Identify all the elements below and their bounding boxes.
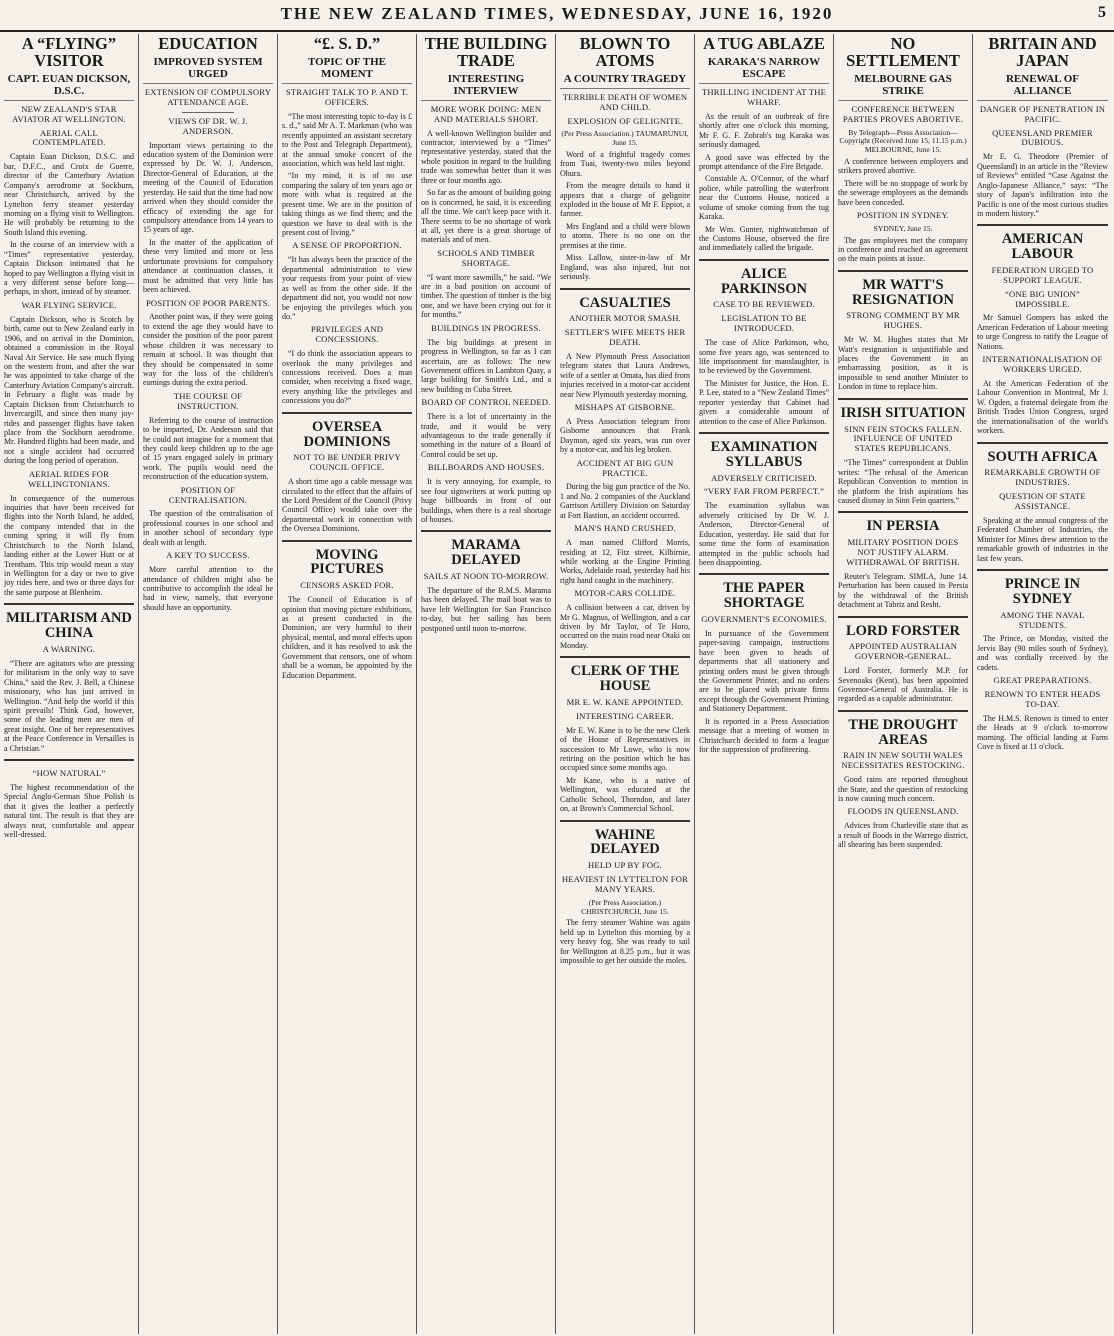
section-heading: POSITION OF POOR PARENTS. — [145, 297, 271, 308]
paragraph: The Minister for Justice, the Hon. E. P. Lee, stated to a “New Zealand Times” reporter yesterday that Cabinet had given a considerable amount of attention to the case of Alice Parkinson. — [699, 378, 829, 426]
paragraph: Miss Lallow, sister-in-law of Mr England, was also injured, but not seriously. — [560, 253, 690, 282]
article-irish-situation — [838, 398, 968, 506]
section-heading: SCHOOLS AND TIMBER SHORTAGE. — [437, 247, 535, 268]
paragraph: “The most interesting topic to-day is £ s. d.,” said Mr A. T. Markman (who was recently appointed an assistant secretary to the Post and Telegraph Department), at the annual smoke concert of the association, which was held last night. — [282, 111, 412, 168]
article-american-labour — [977, 224, 1108, 435]
paragraph: Constable A. O'Connor, of the wharf police, while patrolling the waterfront near the Customs House, noticed a volume of smoke coming from the tug Karaka. — [699, 174, 829, 222]
paragraph: “It has always been the practice of the departmental administration to view your requests from your point of view as well as from the other side. If the department did not, you would not now be enjoying the privileges which you do.” — [282, 255, 412, 321]
deck: HELD UP BY FOG. — [588, 860, 662, 871]
headline: OVERSEA DOMINIONS — [303, 418, 391, 450]
deck: REMARKABLE GROWTH OF INDUSTRIES. — [984, 467, 1101, 488]
headline: AMERICAN LABOUR — [1001, 231, 1084, 263]
paragraph: Important views pertaining to the education system of the Dominion were expressed by Dr. W. J. Anderson, Director-General of Education, at the meeting of the Council of Education yesterday. He said that the time had now arrived when they should consider the efficacy of extending the age for compulsory attendance from 14 years to 15 years of age. — [143, 140, 273, 235]
article-building-trade — [421, 36, 551, 524]
subheadline: TOPIC OF THE MOMENT — [282, 56, 412, 84]
section-heading: RENOWN TO ENTER HEADS TO-DAY. — [984, 689, 1101, 709]
paragraph: The Council of Education is of opinion that moving picture exhibitions, as at present conducted in the Dominion, are very harmful to their physical, mental, and moral effects upon children, and it has resolved to ask the Government that censors, one of whom shall be a woman, be appointed by the Education Department. — [282, 595, 412, 680]
paragraph: A man named Clifford Morris, residing at 12, Fitz street, Kilbirnie, while working at the Engine Printing Works, Adelaide road, yesterday had his right hand caught in the machinery. — [560, 538, 690, 585]
paragraph: The Prince, on Monday, visited the Jervis Bay (90 miles south of Sydney), and was cordially received by the cadets. — [977, 634, 1108, 672]
section-heading: BOARD OF CONTROL NEEDED. — [421, 397, 551, 408]
paragraph: Mr Kane, who is a native of Wellington, was educated at the Catholic School, Thorndon, and later on, at Brown's Commercial School. — [560, 775, 690, 814]
headline: EXAMINATION SYLLABUS — [710, 439, 818, 470]
paragraph: In the course of an interview with a “Times” representative yesterday, Captain Dickson intimated that he hoped to pay Wellington a flying visit in a very different sense before long—perhaps, in short, instead of by steamer. — [4, 240, 134, 297]
paragraph: The highest recommendation of the Special Anglo-German Shoe Polish is that it gives the leather a perfectly natural tint. The result is that they are always neat, comfortable and appear well-dressed. — [4, 783, 134, 840]
article-paper-shortage — [699, 573, 829, 754]
paragraph: There is a lot of uncertainty in the trade, and it would be very advantageous to the trade generally if something in the nature of a Board of Control could be set up. — [421, 412, 551, 459]
section-heading: BILLBOARDS AND HOUSES. — [427, 462, 545, 473]
paragraph: “The Times” correspondent at Dublin writes: “The refusal of the American Republican Convention to mention in the platform the Irish aspirations has caused dismay in Sinn Fein quarters.” — [838, 458, 968, 505]
article-in-persia — [838, 511, 968, 609]
paragraph: Speaking at the annual congress of the Federated Chamber of Industries, the Minister for Mines drew attention to the remarkable growth of industries in the last few years. — [977, 515, 1108, 563]
deck: APPOINTED AUSTRALIAN GOVERNOR-GENERAL. — [848, 641, 958, 662]
headline: SOUTH AFRICA — [987, 448, 1098, 465]
dateline: (Per Press Association.) TAUMARUNUI, June 15. — [561, 129, 689, 148]
paragraph: A well-known Wellington builder and contractor, interviewed by a “Times” representative yesterday, stated that the whole position in regard to the building trade was somewhat better than it was three or four months ago. — [421, 128, 551, 185]
deck: A WARNING. — [42, 643, 96, 654]
deck: AMONG THE NAVAL STUDENTS. — [1000, 609, 1085, 630]
section-heading: WAR FLYING SERVICE. — [21, 299, 117, 310]
paragraph: Mr W. M. Hughes states that Mr Watt's resignation is unjustifiable and places the Government in an embarrassing position, as it is impossible to send another Minister to London in time to replace him. — [838, 335, 968, 392]
section-heading: MOTOR-CARS COLLIDE. — [574, 588, 676, 599]
headline: IN PERSIA — [866, 518, 940, 535]
deck: MORE WORK DOING: MEN AND MATERIALS SHORT. — [430, 103, 542, 124]
deck: NOT TO BE UNDER PRIVY COUNCIL OFFICE. — [293, 452, 401, 473]
paragraph: “In my mind, it is of no use comparing the salary of ten years ago or more with what is required at the present time. We are in the position of taking things as we find them; and the question we have to deal with is the present cost of living.” — [282, 171, 412, 238]
paragraph: “There are agitators who are pressing for militarism in the only way to save China,” said the Rev. J. Bell, a Chinese missionary, who has just arrived in Wellington. “And help the world if this spirit prevails! Think God, however, some of the leading men are men of great insight. One of her representatives at the Peace Conference in Versailles is a Christian.” — [4, 658, 134, 753]
section-heading: ACCIDENT AT BIG GUN PRACTICE. — [576, 457, 674, 478]
article-examination-syllabus — [699, 432, 829, 567]
headline: WAHINE DELAYED — [590, 826, 660, 858]
headline: EDUCATION — [158, 34, 258, 53]
column-8 — [973, 34, 1112, 1334]
paragraph: During the big gun practice of the No. 1 and No. 2 companies of the Auckland Garrison Artillery Division on Saturday at Fort Bastion, an accident occurred. — [560, 482, 690, 520]
paragraph: Mrs England and a child were blown to atoms. There is no one on the premises at the time. — [560, 221, 690, 250]
deck: RAIN IN NEW SOUTH WALES NECESSITATES RESTOCKING. — [841, 750, 965, 771]
headline: BLOWN TO ATOMS — [579, 34, 671, 70]
deck: STRAIGHT TALK TO P. AND T. OFFICERS. — [285, 87, 409, 107]
article-lsd — [282, 36, 412, 406]
masthead — [0, 0, 1114, 32]
headline: BRITAIN AND JAPAN — [988, 34, 1097, 70]
subheadline: A COUNTRY TRAGEDY — [560, 73, 690, 89]
paragraph: Captain Dickson, who is Scotch by birth, came out to New Zealand early in 1906, and on arrival in the Dominion, obtained a commission in the Royal Naval Air Service. He saw much flying on the western front, and after the war he was appointed to take charge of the Canterbury Aviation Company's aircraft. In February a flight was made by Captain Dickson from Christchurch to Invercargill, and since then many joy-rides and passenger flights have taken place from the Sockburn aerodrome. Mr. Hundred flights had been made, and not a single accident had occurred during the long period of operation. — [4, 314, 134, 466]
paragraph: In consequence of the numerous inquiries that have been received for flights into the North Island, he added, the company intended that in the coming spring it will fly from Christchurch to the North Island, landing either at the Lower Hutt or at Trentham. This trip would mean a stay in Wellington for a day or two to give joy rides here, and two or three days for the same purpose at Blenheim. — [4, 493, 134, 597]
section-heading: GREAT PREPARATIONS. — [993, 675, 1092, 686]
section-heading: PRIVILEGES AND CONCESSIONS. — [310, 324, 384, 345]
headline: THE BUILDING TRADE — [424, 34, 548, 70]
article-south-africa — [977, 442, 1108, 563]
paragraph: Good rains are reported throughout the State, and the question of restocking is now causing much concern. — [838, 775, 968, 803]
paragraph: The big buildings at present in progress in Wellington, so far as I can ascertain, are as follows: The new Government offices in Lambton Quay, a large building for Smith's Ltd., and a new building in Cuba Street. — [421, 337, 551, 394]
paragraph: Mr Samuel Gompers has asked the American Federation of Labour meeting to urge Congress to ratify the League of Nations. — [977, 313, 1108, 351]
section-heading: MISHAPS AT GISBORNE. — [574, 402, 676, 413]
paragraph: More careful attention to the attendance of children might also be contributive to accomplish the ideal he had in view, namely, that everyone should have an opportunity. — [143, 565, 273, 612]
paragraph: The case of Alice Parkinson, who, some five years ago, was sentenced to life imprisonment for manslaughter, is to be reviewed by the Government. — [699, 338, 829, 376]
section-heading: MAN'S HAND CRUSHED. — [574, 523, 676, 534]
article-wahine-delayed — [560, 820, 690, 966]
headline: “£. S. D.” — [313, 34, 381, 53]
paragraph: Reuter's Telegram. SIMLA, June 14. Perturbation has been caused in Persia by the withdrawal of the British detachment at Tabriz and Resht. — [838, 571, 968, 610]
paragraph: The ferry steamer Wahine was again held up in Lyttelton this morning by a very heavy fog. She was ready to sail for Wellington at 8.25 p.m., but it was impossible to get her outside the moles. — [560, 918, 690, 965]
dateline: By Telegraph—Press Association—Copyright (Received June 15, 11.15 p.m.) MELBOURNE, June 15. — [839, 127, 967, 155]
article-prince-in-sydney — [977, 569, 1108, 751]
subheadline: INTERESTING INTERVIEW — [421, 73, 551, 101]
headline: CASUALTIES — [579, 294, 671, 311]
headline: LORD FORSTER — [845, 622, 960, 639]
article-mr-watts-resignation — [838, 270, 968, 392]
article-alice-parkinson — [699, 259, 829, 426]
paragraph: Captain Euan Dickson, D.S.C. and bar, D.F.C., and Croix de Guerre, director of the Canterbury Aviation Company's aerodrome at Sockburn, near Christchurch, arrived by the Lyttelton ferry steamer yesterday morning on a flying visit to Wellington. He will probably be returning to the South Island this evening. — [4, 152, 134, 237]
paragraph: In the matter of the application of these very limited and more or less unfortunate provisions for compulsory attendance at continuation classes, it must be admitted that very little has been achieved. — [143, 237, 273, 295]
section-heading: POSITION IN SYDNEY. — [856, 209, 950, 220]
section-heading: POSITION OF CENTRALISATION. — [168, 484, 248, 505]
subheadline: RENEWAL OF ALLIANCE — [977, 73, 1108, 101]
headline: ALICE PARKINSON — [721, 265, 807, 297]
paragraph: A good save was effected by the prompt attendance of the Fire Brigade. — [699, 152, 829, 171]
column-5 — [556, 34, 695, 1334]
headline: MILITARISM AND CHINA — [6, 610, 132, 642]
deck: INTERESTING CAREER. — [576, 710, 674, 721]
paragraph: So far as the amount of building going on is concerned, he said, it is exceeding all the time. We can't keep pace with it. There seems to be no shortage of work at all, yet there is a great shortage of materials and of men. — [421, 188, 551, 245]
paragraph: The departure of the R.M.S. Marama has been delayed. The mail boat was to have left Wellington for San Francisco to-day, but her sailing has been postponed until noon to-morrow. — [421, 585, 551, 633]
deck: CONFERENCE BETWEEN PARTIES PROVES ABORTIVE. — [842, 103, 964, 124]
deck: VIEWS OF DR. W. J. ANDERSON. — [168, 115, 248, 136]
paragraph: The H.M.S. Renown is timed to enter the Heads at 9 o'clock to-morrow morning. The official landing at Farm Cove is fixed at 11 o'clock. — [977, 713, 1108, 752]
article-casualties — [560, 288, 690, 651]
paragraph: The examination syllabus was adversely criticised by Dr W. J. Anderson, Director-General of Education, yesterday. He said that for some time the form of examination attempted in the public schools had been disappointing. — [699, 501, 829, 567]
deck: CENSORS ASKED FOR. — [300, 580, 394, 591]
section-heading: INTERNATIONALISATION OF WORKERS URGED. — [982, 354, 1103, 375]
paragraph: A short time ago a cable message was circulated to the effect that the affairs of the Lord President of the Council (Privy Council Office) would take over the departmental work in connection with the Oversea Dominions. — [282, 477, 412, 534]
deck: SINN FEIN STOCKS FALLEN. INFLUENCE OF UNITED STATES REPUBLICANS. — [844, 423, 962, 454]
deck: QUESTION OF STATE ASSISTANCE. — [999, 491, 1086, 511]
headline: THE DROUGHT AREAS — [848, 716, 958, 748]
article-tug-ablaze — [699, 36, 829, 253]
paragraph: Advices from Charleville state that as a result of floods in the Warrego district, all shearing has been suspended. — [838, 821, 968, 850]
headline: MOVING PICTURES — [310, 546, 384, 578]
section-heading: A SENSE OF PROPORTION. — [292, 240, 402, 251]
subheadline: KARAKA'S NARROW ESCAPE — [699, 56, 829, 84]
section-heading: FLOODS IN QUEENSLAND. — [847, 806, 959, 817]
article-lord-forster — [838, 616, 968, 704]
article-marama-delayed — [421, 530, 551, 633]
paragraph: Another point was, if they were going to extend the age they would have to consider the position of the poor parent whose children it was necessary to remain at school. It was thought that they should be compensated in some way for the loss of the children's earnings during the extra period. — [143, 312, 273, 388]
paragraph: The gas employees met the company in conference and reached an agreement on the main points at issue. — [838, 235, 968, 264]
page-number: 5 — [1098, 4, 1106, 21]
column-3 — [278, 34, 417, 1334]
dateline: (Per Press Association.) CHRISTCHURCH, June 15. — [581, 897, 669, 916]
headline: NO SETTLEMENT — [846, 34, 960, 70]
article-blown-to-atoms — [560, 36, 690, 282]
deck: EXTENSION OF COMPULSORY ATTENDANCE AGE. — [144, 87, 272, 107]
deck: STRONG COMMENT BY MR HUGHES. — [846, 310, 960, 331]
column-6 — [695, 34, 834, 1334]
divider — [182, 112, 234, 113]
column-4 — [417, 34, 556, 1334]
article-britain-japan — [977, 36, 1108, 218]
paragraph: Mr E. G. Theodore (Premier of Queensland) in an article in the “Review of Reviews” entitled “Case Against the Anglo-Japanese Alliance,” says: “The story of Japan's infiltration into the Pacific is one of the most curious studies in modern history.” — [977, 152, 1108, 218]
paragraph: It is reported in a Press Association message that a meeting of women in Christchurch decided to form a league for the suppression of profiteering. — [699, 716, 829, 755]
deck: MILITARY POSITION DOES NOT JUSTIFY ALARM. WITHDRAWAL OF BRITISH. — [846, 537, 960, 567]
deck: HEAVIEST IN LYTTELTON FOR MANY YEARS. — [561, 874, 689, 894]
article-flying-visitor — [4, 36, 134, 597]
subheadline: CAPT. EUAN DICKSON, D.S.C. — [4, 73, 134, 101]
paragraph: Mr Wm. Gunter, nightwatchman of the Customs House, observed the fire and immediately called the brigade. — [699, 224, 829, 253]
headline: PRINCE IN SYDNEY — [1004, 576, 1081, 607]
article-no-settlement — [838, 36, 968, 264]
headline: MARAMA DELAYED — [451, 537, 521, 569]
deck: GOVERNMENT'S ECONOMIES. — [701, 613, 827, 624]
paragraph: Referring to the course of instruction to be imparted, Dr. Anderson said that he could not imagine for a moment that they could keep children up to the age of 15 years engaged solely in primary work. The pupils would need the reconstruction of the education system. — [143, 415, 273, 482]
headline: THE PAPER SHORTAGE — [723, 580, 805, 612]
deck: TERRIBLE DEATH OF WOMEN AND CHILD. — [562, 91, 688, 112]
section-heading: A KEY TO SUCCESS. — [166, 550, 250, 561]
headline: A “FLYING” VISITOR — [21, 34, 117, 70]
deck: CASE TO BE REVIEWED. — [713, 299, 815, 310]
paragraph: Word of a frightful tragedy comes from Tuai, twenty-two miles beyond Ohura. — [560, 149, 690, 178]
column-2 — [139, 34, 278, 1334]
deck: THRILLING INCIDENT AT THE WHARF. — [701, 87, 827, 107]
headline: MR WATT'S RESIGNATION — [851, 276, 955, 308]
headline: “HOW NATURAL” — [32, 768, 106, 779]
headline: IRISH SITUATION — [840, 404, 966, 421]
paragraph: In pursuance of the Government paper-saving campaign, instructions have been given to heads of departments that all stationery and printing orders must be given through the Government Printer, and no orders are to be placed with private firms except through the Government Printing and Stationery Department. — [699, 628, 829, 714]
paragraph: It is very annoying, for example, to see four signwriters at work putting up huge billboards in front of our buildings, when there is a real shortage of houses. — [421, 477, 551, 524]
deck: ANOTHER MOTOR SMASH. — [569, 313, 681, 324]
section-heading: BUILDINGS IN PROGRESS. — [431, 322, 541, 333]
paragraph: “I do think the association appears to overlook the many privileges and concessions received. Does a man consider, when receiving a fixed wage, every anything like the privileges and concessions you do?” — [282, 349, 412, 406]
paragraph: A Press Association telegram from Gisborne announces that Frank Dayman, aged six years, was run over by a motor-car, and his leg broken. — [560, 416, 690, 455]
paragraph: The question of the centralisation of professional courses in one school and in another school of secondary type dealt with at length. — [143, 509, 273, 547]
column-7 — [834, 34, 973, 1334]
article-militarism-china — [4, 603, 134, 753]
deck: NEW ZEALAND'S STAR AVIATOR AT WELLINGTON. — [12, 103, 126, 124]
subheadline: MELBOURNE GAS STRIKE — [838, 73, 968, 101]
section-heading: AERIAL RIDES FOR WELLINGTONIANS. — [28, 468, 110, 489]
deck: EXPLOSION OF GELIGNITE. — [567, 115, 683, 126]
deck: LEGISLATION TO BE INTRODUCED. — [721, 313, 807, 334]
deck: “ONE BIG UNION” IMPOSSIBLE. — [1004, 288, 1081, 309]
columns — [0, 34, 1114, 1334]
deck: MR E. W. KANE APPOINTED. — [566, 696, 684, 707]
paragraph: A New Plymouth Press Association telegram states that Laura Andrews, wife of a settler at Omata, has died from injuries received in a motor-car accident near New Plymouth yesterday morning. — [560, 351, 690, 399]
deck: FEDERATION URGED TO SUPPORT LEAGUE. — [991, 264, 1094, 285]
deck: “VERY FAR FROM PERFECT.” — [703, 486, 825, 497]
article-oversea-dominions — [282, 412, 412, 534]
paragraph: “I want more sawmills,” he said. “We are in a bad position on account of timber. The question of timber is the big one, and we have been crying out for it for months.” — [421, 272, 551, 320]
deck: AERIAL CALL CONTEMPLATED. — [32, 127, 106, 148]
deck: DANGER OF PENETRATION IN PACIFIC. — [979, 103, 1106, 124]
section-heading: THE COURSE OF INSTRUCTION. — [173, 390, 243, 411]
deck: SETTLER'S WIFE MEETS HER DEATH. — [564, 327, 686, 348]
paragraph: Lord Forster, formerly M.P. for Sevenoaks (Kent), has been appointed Governor-General of Australia. He is regarded as a capable administrator. — [838, 666, 968, 704]
deck: ADVERSELY CRITICISED. — [711, 472, 817, 483]
deck: SAILS AT NOON TO-MORROW. — [423, 570, 549, 581]
article-education — [143, 36, 273, 612]
article-clerk-of-house — [560, 656, 690, 813]
subheadline: IMPROVED SYSTEM URGED — [143, 56, 273, 84]
paragraph: At the American Federation of the Labour Convention in Montreal, Mr J. W. Ogden, a fraternal delegate from the British Trades Union Congress, urged the internationalisation of the world's workers. — [977, 378, 1108, 436]
paragraph: There will be no stoppage of work by the sewerage employees as the demands have been conceded. — [838, 178, 968, 207]
column-1 — [0, 34, 139, 1334]
dateline: SYDNEY, June 15. — [873, 223, 933, 233]
newspaper-title: THE NEW ZEALAND TIMES, WEDNESDAY, JUNE 16, 1920 — [280, 4, 834, 23]
paragraph: From the meagre details to hand it appears that a charge of gelignite exploded in the house of Mr F. Eppiot, a farmer. — [560, 181, 690, 219]
paragraph: Mr E. W. Kane is to be the new Clerk of the House of Representatives in succession to Mr Lowe, who is now retiring on the position which he has occupied since some months ago. — [560, 725, 690, 773]
headline: A TUG ABLAZE — [703, 34, 825, 53]
deck: QUEENSLAND PREMIER DUBIOUS. — [992, 127, 1093, 148]
paragraph: A collision between a car, driven by Mr G. Magnus, of Wellington, and a car driven by Mr Taylor, of Te Horo, occurred on the main road near Otaki on Monday. — [560, 603, 690, 650]
article-how-natural — [4, 759, 134, 840]
article-drought-areas — [838, 710, 968, 850]
paragraph: A conference between employers and strikers proved abortive. — [838, 156, 968, 176]
paragraph: As the result of an outbreak of fire shortly after one o'clock this morning, Mr F. G. F. Zohrab's tug Karaka was seriously damaged. — [699, 111, 829, 150]
article-moving-pictures — [282, 540, 412, 680]
headline: CLERK OF THE HOUSE — [570, 663, 680, 695]
